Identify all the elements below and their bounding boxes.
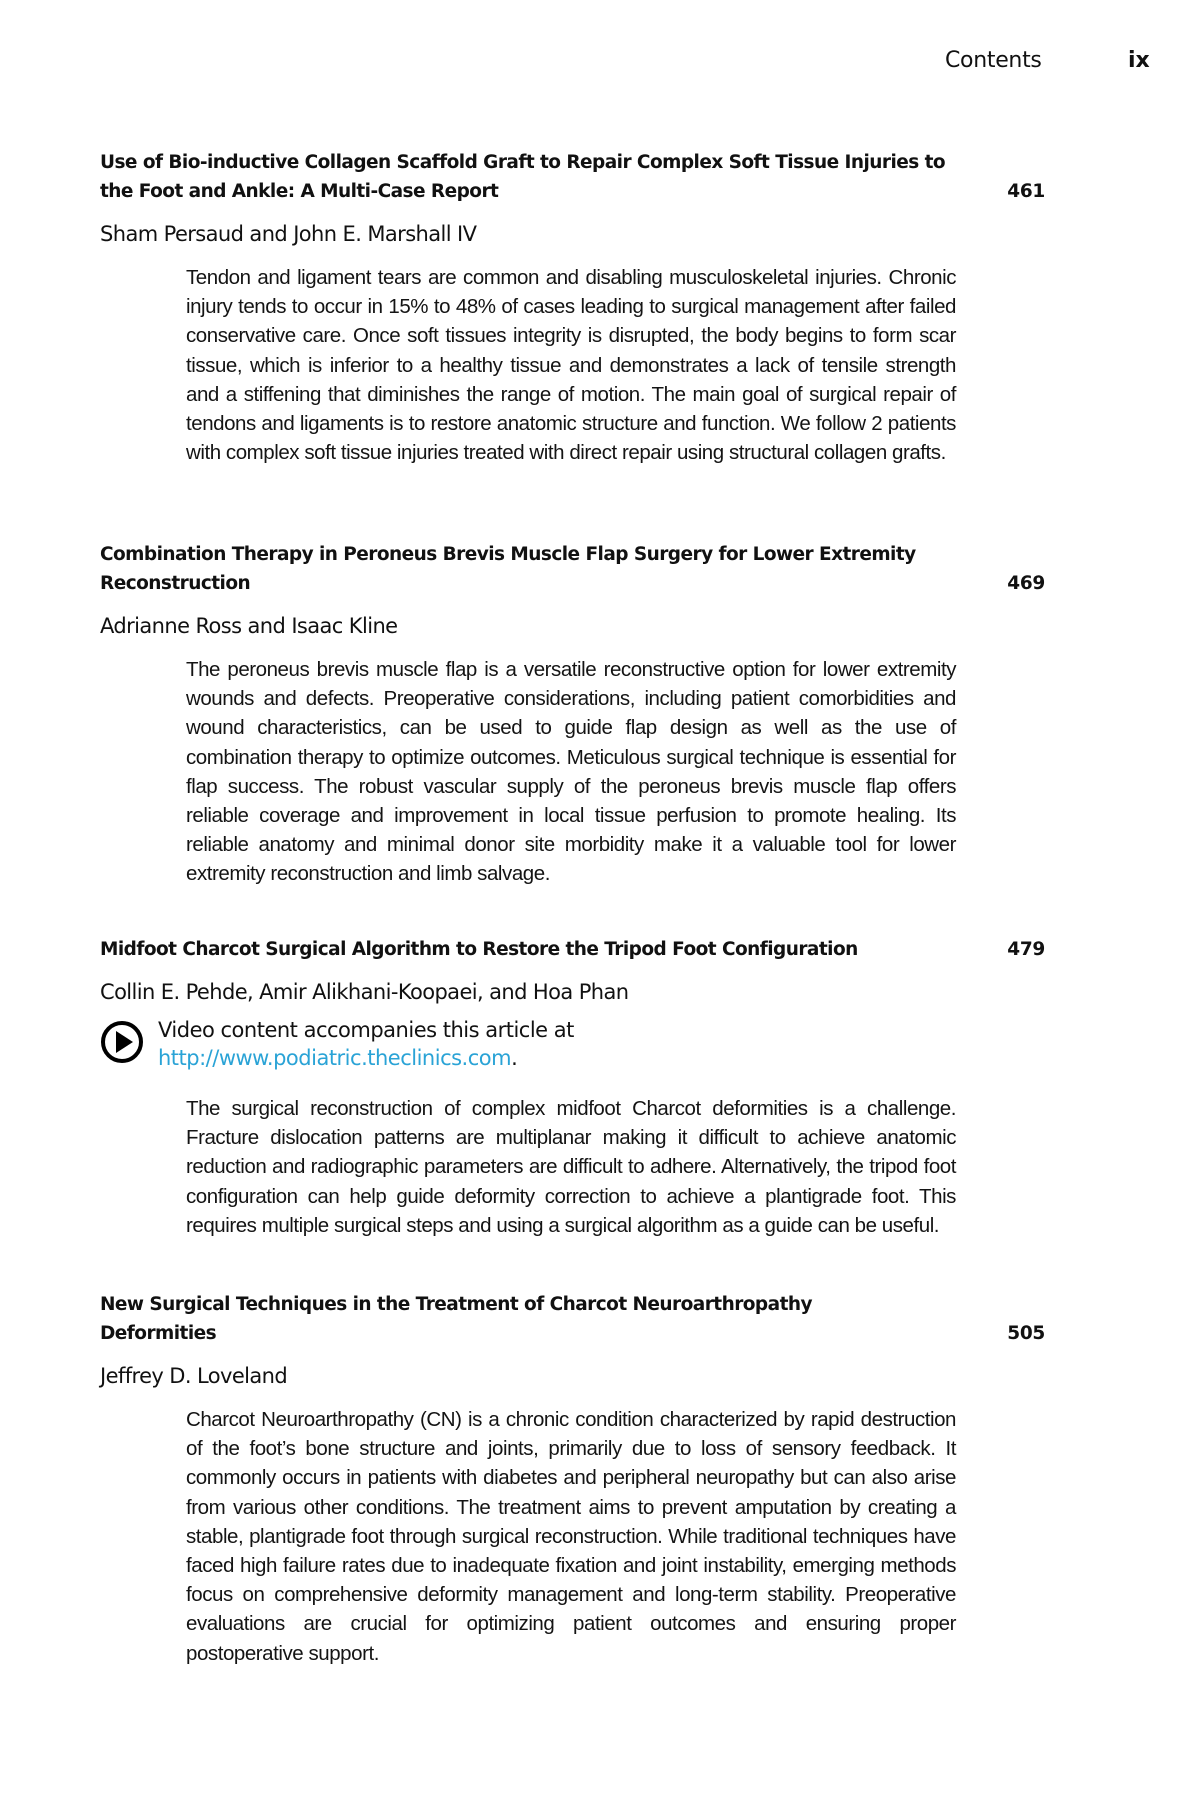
header-section-title: Contents [945, 48, 1042, 73]
article-page-number[interactable]: 469 [1007, 573, 1045, 594]
article-title-link[interactable]: Use of Bio-inductive Collagen Scaffold Graft to Repair Complex Soft Tissue Injuries to the Foot and Ankle: A Multi-Case Report [100, 152, 946, 202]
video-notice-period: . [511, 1046, 518, 1070]
article-abstract: The surgical reconstruction of complex midfoot Charcot deformities is a challenge. Fracture dislocation patterns are multiplanar making it difficult to achieve anatomic reduction and radiographic parameters are difficult to adhere. Alternatively, the tripod foot configuration can help guide deformity correction to achieve a plantigrade foot. This requires multiple surgical steps and using a surgical algorithm as a guide can be useful. [186, 1097, 956, 1237]
article-authors: Sham Persaud and John E. Marshall IV [100, 222, 477, 246]
toc-entry [100, 1290, 1045, 1668]
play-circle-icon[interactable] [100, 1020, 144, 1064]
article-abstract: Charcot Neuroarthropathy (CN) is a chronic condition characterized by rapid destruction of the foot’s bone structure and joints, primarily due to loss of sensory feedback. It commonly occurs in patients with diabetes and peripheral neuropathy but can also arise from various other conditions. The treatment aims to prevent amputation by creating a stable, plantigrade foot through surgical reconstruction. While traditional techniques have faced high failure rates due to inadequate fixation and joint instability, emerging methods focus on comprehensive deformity management and long-term stability. Preoperative evaluations are crucial for optimizing patient outcomes and ensuring proper postoperative support. [186, 1408, 956, 1665]
article-title-link[interactable]: Midfoot Charcot Surgical Algorithm to Restore the Tripod Foot Configuration [100, 939, 858, 960]
article-abstract: Tendon and ligament tears are common and disabling musculoskeletal injuries. Chronic injury tends to occur in 15% to 48% of cases leading to surgical management after failed conservative care. Once soft tissues integrity is disrupted, the body begins to form scar tissue, which is inferior to a healthy tissue and demonstrates a lack of tensile strength and a stiffening that diminishes the range of motion. The main goal of surgical repair of tendons and ligaments is to restore anatomic structure and function. We follow 2 patients with complex soft tissue injuries treated with direct repair using structural collagen grafts. [186, 266, 956, 465]
article-title-link[interactable]: Combination Therapy in Peroneus Brevis Muscle Flap Surgery for Lower Extremity Reconstruction [100, 544, 916, 594]
toc-entry [100, 935, 1045, 1240]
article-authors: Jeffrey D. Loveland [100, 1364, 288, 1388]
article-page-number[interactable]: 505 [1007, 1323, 1045, 1344]
video-link[interactable]: http://www.podiatric.theclinics.com [158, 1046, 512, 1070]
article-authors: Collin E. Pehde, Amir Alikhani-Koopaei, and Hoa Phan [100, 980, 629, 1004]
article-abstract: The peroneus brevis muscle flap is a versatile reconstructive option for lower extremity wounds and defects. Preoperative considerations, including patient comorbidities and wound characteristics, can be used to guide flap design as well as the use of combination therapy to optimize outcomes. Meticulous surgical technique is essential for flap success. The robust vascular supply of the peroneus brevis muscle flap offers reliable coverage and improvement in local tissue perfusion to promote healing. Its reliable anatomy and minimal donor site morbidity make it a valuable tool for lower extremity reconstruction and limb salvage. [186, 658, 956, 886]
article-authors: Adrianne Ross and Isaac Kline [100, 614, 398, 638]
article-page-number[interactable]: 479 [1007, 939, 1045, 960]
video-notice-text: Video content accompanies this article at [158, 1018, 574, 1042]
article-page-number[interactable]: 461 [1007, 181, 1045, 202]
video-notice [100, 1016, 878, 1072]
header-page-number: ix [1128, 48, 1150, 73]
toc-entry [100, 540, 1045, 889]
toc-entry [100, 148, 1045, 467]
article-title-link[interactable]: New Surgical Techniques in the Treatment of Charcot Neuroarthropathy Deformities [100, 1294, 812, 1344]
